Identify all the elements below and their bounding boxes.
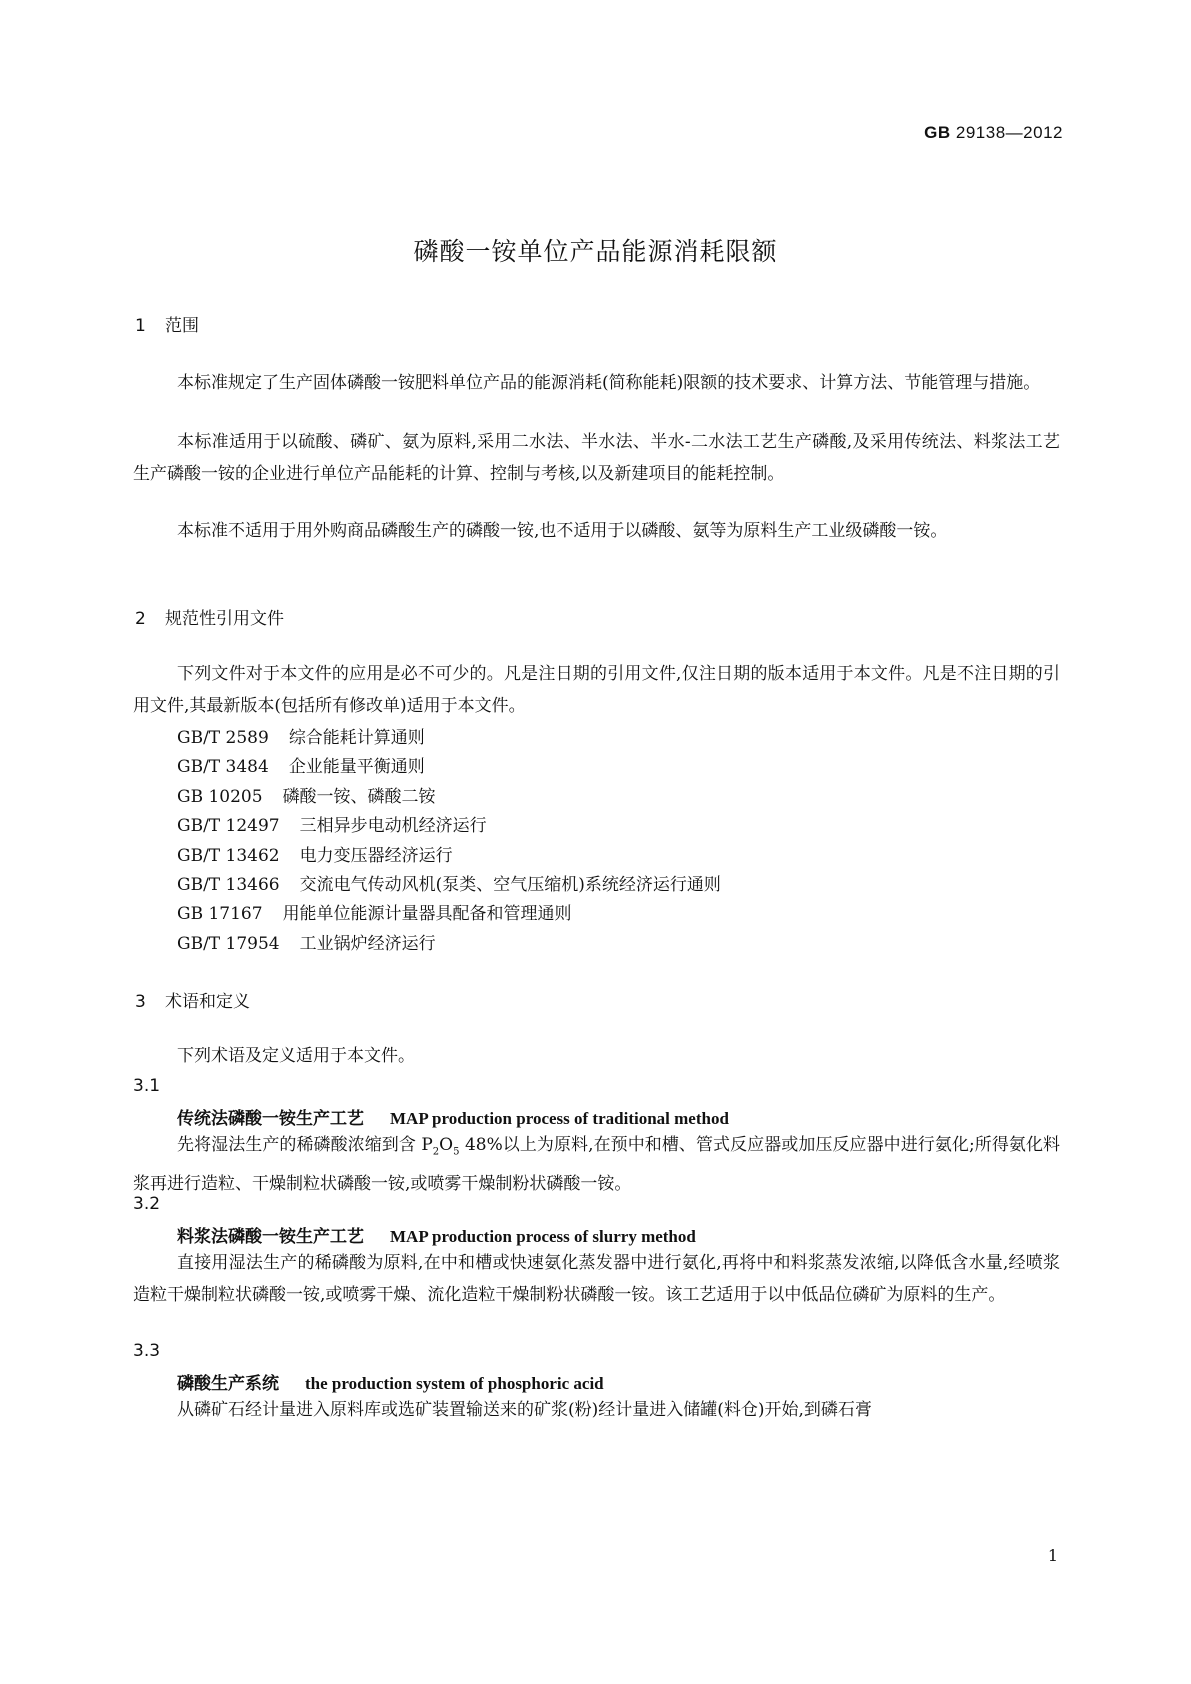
clause-number: 3.1: [133, 1076, 161, 1096]
term-english: MAP production process of slurry method: [390, 1227, 696, 1246]
term-english: the production system of phosphoric acid: [305, 1374, 604, 1393]
standard-prefix: GB: [924, 123, 951, 142]
reference-code: GB 17167: [177, 904, 263, 924]
term-english: MAP production process of traditional method: [390, 1109, 729, 1128]
section-number: 1: [135, 316, 146, 336]
term-heading: [177, 1222, 696, 1247]
section-3-heading: [135, 987, 250, 1012]
standard-code: [924, 123, 1063, 143]
section-1-paragraph-1: 本标准规定了生产固体磷酸一铵肥料单位产品的能源消耗(简称能耗)限额的技术要求、计算方法、节能管理与措施。: [177, 373, 1041, 393]
section-1-paragraph-3: 本标准不适用于用外购商品磷酸生产的磷酸一铵,也不适用于以磷酸、氨等为原料生产工业级磷酸一铵。: [177, 521, 948, 541]
reference-name: 三相异步电动机经济运行: [299, 816, 487, 836]
reference-item: [177, 811, 487, 836]
reference-code: GB/T 17954: [177, 934, 280, 954]
reference-name: 交流电气传动风机(泵类、空气压缩机)系统经济运行通则: [299, 875, 721, 895]
section-number: 2: [135, 609, 146, 629]
reference-name: 企业能量平衡通则: [288, 757, 425, 777]
reference-name: 用能单位能源计量器具配备和管理通则: [282, 904, 572, 924]
term-chinese: 磷酸生产系统: [177, 1374, 279, 1394]
reference-name: 电力变压器经济运行: [299, 846, 453, 866]
term-heading: [177, 1104, 729, 1129]
reference-name: 磷酸一铵、磷酸二铵: [282, 787, 436, 807]
term-definition: 从磷矿石经计量进入原料库或选矿装置输送来的矿浆(粉)经计量进入储罐(料仓)开始,到磷石膏: [177, 1400, 872, 1420]
reference-item: [177, 782, 436, 807]
section-title: 术语和定义: [165, 992, 250, 1012]
reference-name: 工业锅炉经济运行: [299, 934, 436, 954]
section-title: 规范性引用文件: [165, 609, 284, 629]
reference-code: GB 10205: [177, 787, 263, 807]
standard-number: 29138—2012: [950, 123, 1063, 142]
reference-item: [177, 723, 425, 748]
reference-code: GB/T 2589: [177, 728, 269, 748]
term-heading: [177, 1369, 604, 1394]
section-1-paragraph-2: 本标准适用于以硫酸、磷矿、氨为原料,采用二水法、半水法、半水-二水法工艺生产磷酸,及采用传统法、料浆法工艺生产磷酸一铵的企业进行单位产品能耗的计算、控制与考核,以及新建项目的能耗控制。: [133, 432, 1060, 484]
section-1-heading: [135, 311, 199, 336]
reference-item: [177, 870, 721, 895]
section-2-heading: [135, 604, 284, 629]
term-definition: 先将湿法生产的稀磷酸浓缩到含 $P_2O_5$ 48%以上为原料,在预中和槽、管式反应器或加压反应器中进行氨化;所得氨化料浆再进行造粒、干燥制粒状磷酸一铵,或喷雾干燥制粉状磷酸一铵。: [133, 1135, 1061, 1195]
reference-item: [177, 841, 453, 866]
page-number: 1: [1047, 1546, 1058, 1565]
reference-code: GB/T 12497: [177, 816, 280, 836]
reference-item: [177, 752, 425, 777]
section-number: 3: [135, 992, 146, 1012]
term-chinese: 传统法磷酸一铵生产工艺: [177, 1109, 364, 1129]
clause-number: 3.2: [133, 1194, 161, 1214]
section-title: 范围: [165, 316, 199, 336]
reference-code: GB/T 3484: [177, 757, 269, 777]
reference-name: 综合能耗计算通则: [288, 728, 425, 748]
reference-code: GB/T 13466: [177, 875, 280, 895]
reference-code: GB/T 13462: [177, 846, 280, 866]
section-2-intro: 下列文件对于本文件的应用是必不可少的。凡是注日期的引用文件,仅注日期的版本适用于本文件。凡是不注日期的引用文件,其最新版本(包括所有修改单)适用于本文件。: [133, 664, 1060, 716]
clause-number: 3.3: [133, 1341, 161, 1361]
term-definition: 直接用湿法生产的稀磷酸为原料,在中和槽或快速氨化蒸发器中进行氨化,再将中和料浆蒸发浓缩,以降低含水量,经喷浆造粒干燥制粒状磷酸一铵,或喷雾干燥、流化造粒干燥制粉状磷酸一铵。该工艺适用于以中低品位磷矿为原料的生产。: [133, 1253, 1060, 1305]
term-chinese: 料浆法磷酸一铵生产工艺: [177, 1227, 364, 1247]
section-3-intro: 下列术语及定义适用于本文件。: [177, 1046, 415, 1066]
reference-item: [177, 929, 436, 954]
document-title: 磷酸一铵单位产品能源消耗限额: [413, 237, 778, 266]
reference-item: [177, 899, 572, 924]
